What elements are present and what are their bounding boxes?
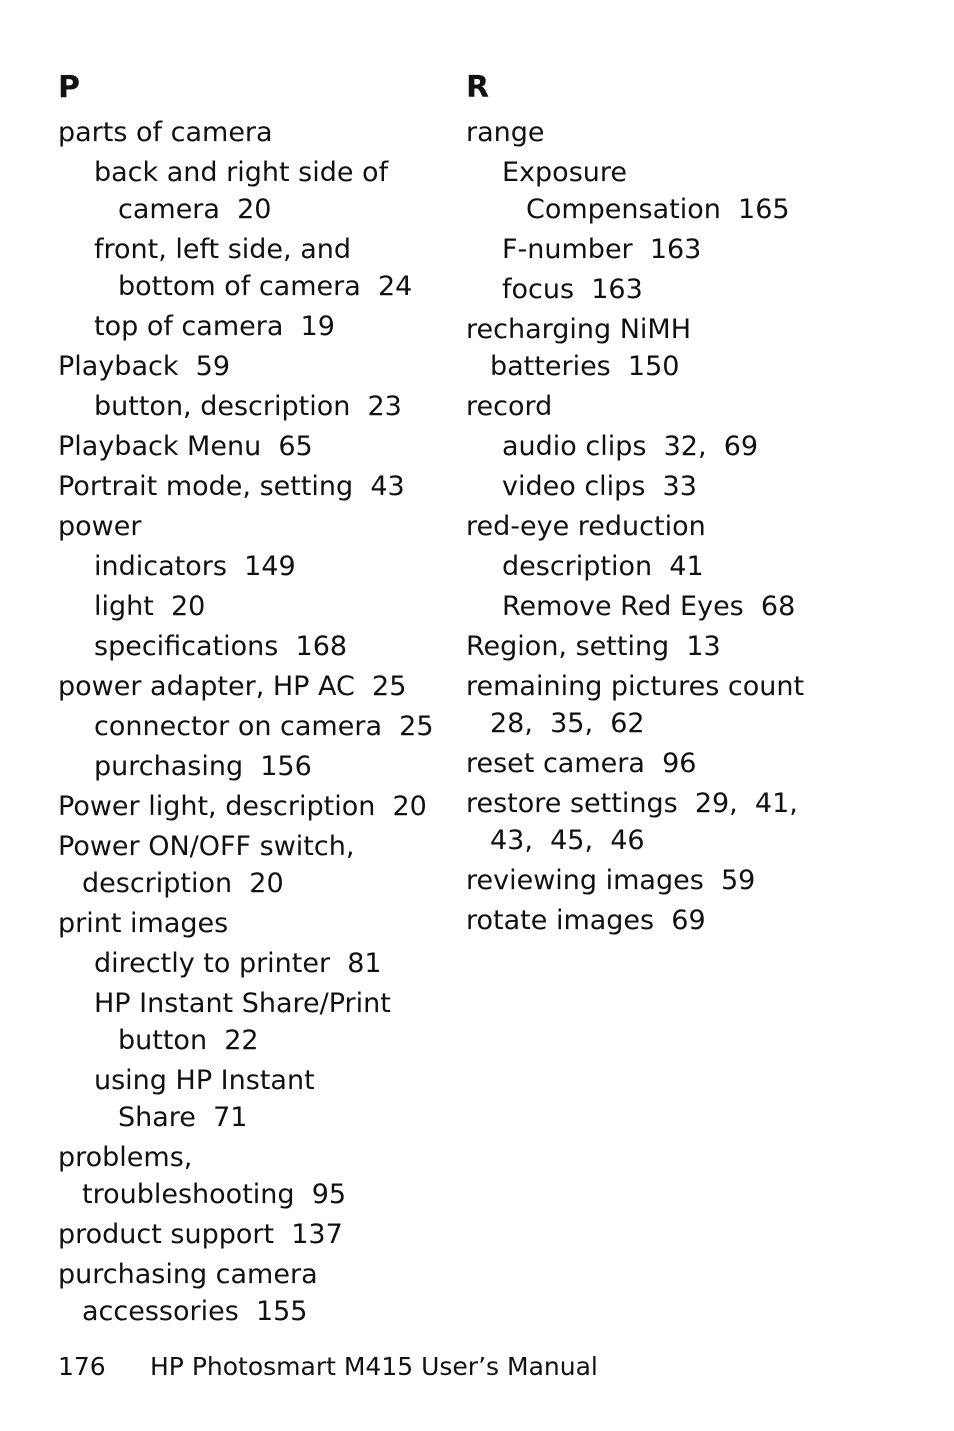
index-subentry: purchasing 156: [94, 751, 312, 782]
index-entry: product support 137: [58, 1219, 343, 1250]
index-subentry: top of camera 19: [94, 311, 335, 342]
index-entry: Playback 59: [58, 351, 230, 382]
index-subentry: connector on camera 25: [94, 711, 434, 742]
index-subentry: F-number 163: [502, 234, 702, 265]
index-entry: parts of camera: [58, 117, 273, 148]
section-letter: R: [466, 70, 490, 105]
index-subentry: button, description 23: [94, 391, 402, 422]
index-subentry: specifications 168: [94, 631, 348, 662]
index-entries: [466, 114, 866, 939]
index-entry: reset camera 96: [466, 748, 697, 779]
index-entry: restore settings 29, 41, 43, 45, 46: [466, 788, 798, 856]
index-subentry: light 20: [94, 591, 206, 622]
page-footer: [58, 1350, 598, 1384]
index-entry: range: [466, 117, 545, 148]
index-subentry: Exposure Compensation 165: [502, 157, 790, 225]
index-entry: purchasing camera accessories 155: [58, 1259, 318, 1327]
index-subentry: video clips 33: [502, 471, 697, 502]
index-subentry: focus 163: [502, 274, 643, 305]
index-entry: Region, setting 13: [466, 631, 721, 662]
index-subentry: front, left side, and bottom of camera 24: [94, 234, 413, 302]
index-entry: recharging NiMH batteries 150: [466, 314, 692, 382]
index-entry: remaining pictures count 28, 35, 62: [466, 671, 805, 739]
index-subentry: directly to printer 81: [94, 948, 382, 979]
index-entry: print images: [58, 908, 229, 939]
index-subentry: back and right side of camera 20: [94, 157, 389, 225]
index-entries: [58, 114, 438, 1330]
index-subentry: using HP Instant Share 71: [94, 1065, 315, 1133]
page-number: 176: [58, 1352, 106, 1381]
index-subentry: description 41: [502, 551, 704, 582]
index-subentry: audio clips 32, 69: [502, 431, 759, 462]
index-entry: record: [466, 391, 553, 422]
index-entry: red-eye reduction: [466, 511, 706, 542]
index-subentry: Remove Red Eyes 68: [502, 591, 796, 622]
index-entry: power: [58, 511, 142, 542]
index-entry: rotate images 69: [466, 905, 706, 936]
index-entry: problems, troubleshooting 95: [58, 1142, 347, 1210]
section-letter: P: [58, 70, 80, 105]
index-column-r: [466, 68, 866, 942]
index-entry: Portrait mode, setting 43: [58, 471, 405, 502]
index-entry: Power light, description 20: [58, 791, 427, 822]
index-entry: power adapter, HP AC 25: [58, 671, 407, 702]
index-subentry: indicators 149: [94, 551, 296, 582]
index-entry: Power ON/OFF switch, description 20: [58, 831, 355, 899]
index-column-p: [58, 68, 438, 1333]
index-entry: Playback Menu 65: [58, 431, 313, 462]
manual-title: HP Photosmart M415 User’s Manual: [150, 1352, 598, 1381]
index-subentry: HP Instant Share/Print button 22: [94, 988, 391, 1056]
index-entry: reviewing images 59: [466, 865, 756, 896]
